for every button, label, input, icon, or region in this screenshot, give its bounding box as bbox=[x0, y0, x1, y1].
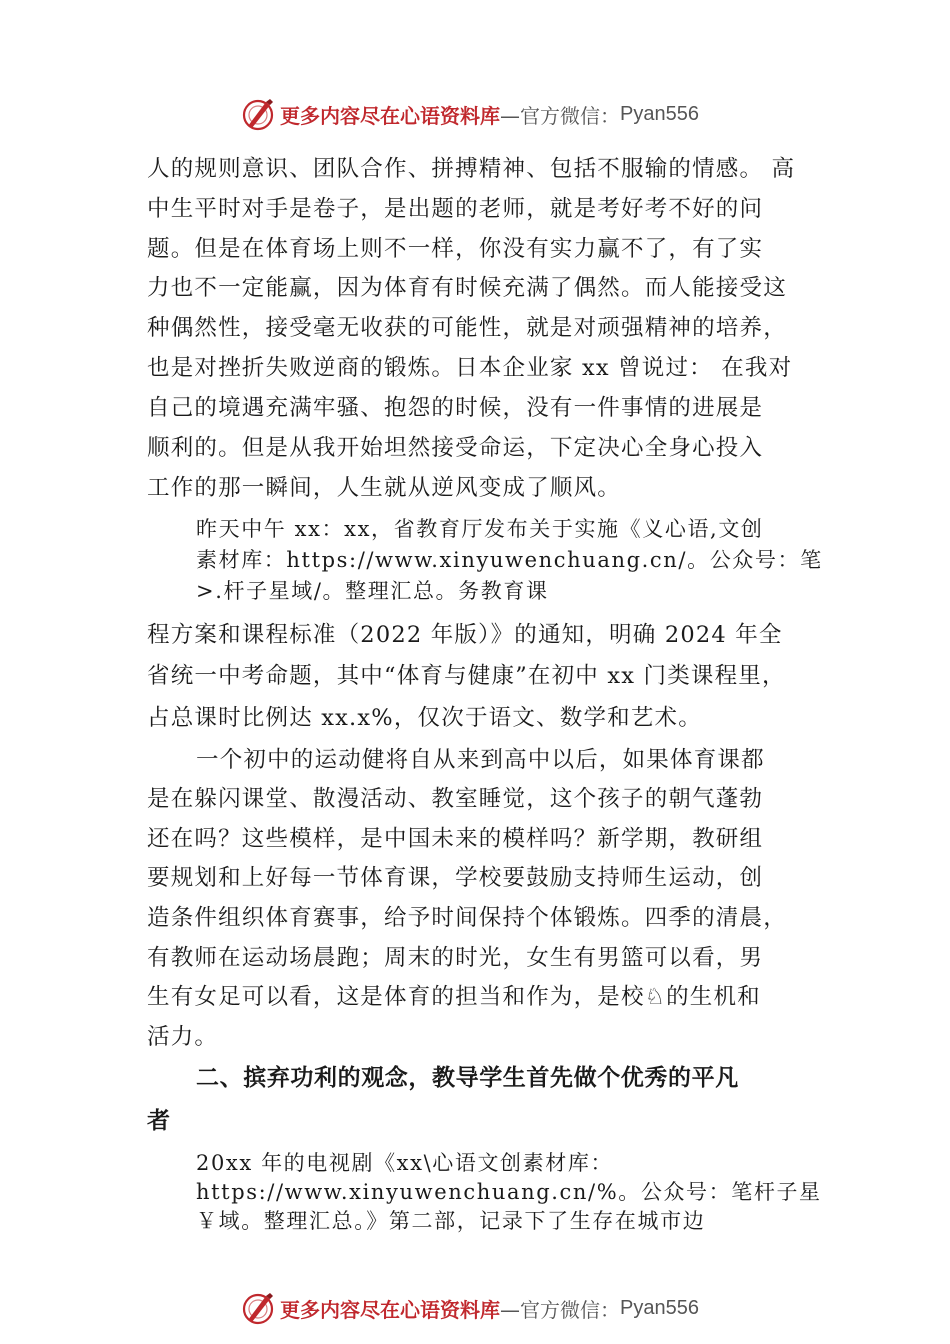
text-line: 力也不一定能赢，因为体育有时候充满了偶然。而人能接受这 bbox=[147, 275, 787, 301]
text-line: ￥域。整理汇总。》第二部，记录下了生存在城市边 bbox=[196, 1209, 706, 1233]
text-line: 素材库：https://www.xinyuwenchuang.cn/。公众号：笔 bbox=[196, 548, 823, 572]
text-line: https://www.xinyuwenchuang.cn/%。公众号：笔杆子星 bbox=[196, 1180, 822, 1204]
text-line: 一个初中的运动健将自从来到高中以后，如果体育课都 bbox=[196, 747, 765, 773]
text-line: 造条件组织体育赛事，给予时间保持个体锻炼。四季的清晨， bbox=[147, 905, 787, 931]
banner-wechat-id: Pyan556 bbox=[620, 1296, 699, 1319]
footer-banner bbox=[0, 1288, 950, 1328]
text-line: 程方案和课程标准（2022 年版）》的通知，明确 2024 年全 bbox=[147, 622, 783, 648]
text-line: 中生平时对手是卷子，是出题的老师，就是考好考不好的问 bbox=[147, 196, 764, 222]
section-heading-continued: 者 bbox=[147, 1108, 171, 1134]
banner-wechat-label: —官方微信： bbox=[500, 103, 620, 128]
text-line: 自己的境遇充满牢骚、抱怨的时候，没有一件事情的进展是 bbox=[147, 395, 764, 421]
text-line: 省统一中考命题，其中“体育与健康”在初中 xx 门类课程里， bbox=[147, 663, 786, 689]
banner-wechat-id: Pyan556 bbox=[620, 102, 699, 125]
text-line: 要规划和上好每一节体育课，学校要鼓励支持师生运动，创 bbox=[147, 865, 764, 891]
text-line: 题。但是在体育场上则不一样，你没有实力赢不了，有了实 bbox=[147, 236, 764, 262]
pen-logo-icon bbox=[240, 1290, 276, 1326]
text-line: 工作的那一瞬间，人生就从逆风变成了顺风。 bbox=[147, 475, 622, 501]
text-line: 也是对挫折失败逆商的锻炼。日本企业家 xx 曾说过： 在我对 bbox=[147, 355, 793, 381]
text-line: 有教师在运动场晨跑；周末的时光，女生有男篮可以看，男 bbox=[147, 945, 764, 971]
text-line: 人的规则意识、团队合作、拼搏精神、包括不服输的情感。 高 bbox=[147, 156, 796, 182]
banner-title: 更多内容尽在心语资料库 bbox=[280, 1297, 500, 1322]
text-line: 生有女足可以看，这是体育的担当和作为，是校♘的生机和 bbox=[147, 984, 761, 1010]
text-line: 是在躲闪课堂、散漫活动、教室睡觉，这个孩子的朝气蓬勃 bbox=[147, 786, 764, 812]
banner-title: 更多内容尽在心语资料库 bbox=[280, 103, 500, 128]
pen-logo-icon bbox=[240, 96, 276, 132]
header-banner bbox=[0, 94, 950, 134]
text-line: 种偶然性，接受毫无收获的可能性，就是对顽强精神的培养， bbox=[147, 315, 787, 341]
banner-wechat-label: —官方微信： bbox=[500, 1297, 620, 1322]
text-line: 昨天中午 xx：xx，省教育厅发布关于实施《义心语,文创 bbox=[196, 517, 764, 541]
text-line: 活力。 bbox=[147, 1024, 219, 1050]
section-heading: 二、摈弃功利的观念，教导学生首先做个优秀的平凡 bbox=[196, 1065, 739, 1091]
text-line: >.杆子星域/。整理汇总。务教育课 bbox=[196, 579, 549, 603]
text-line: 20xx 年的电视剧《xx\心语文创素材库： bbox=[196, 1151, 614, 1175]
text-line: 顺利的。但是从我开始坦然接受命运，下定决心全身心投入 bbox=[147, 435, 764, 461]
text-line: 还在吗？这些模样，是中国未来的模样吗？新学期，教研组 bbox=[147, 826, 764, 852]
text-line: 占总课时比例达 xx.x%，仅次于语文、数学和艺术。 bbox=[147, 705, 702, 731]
